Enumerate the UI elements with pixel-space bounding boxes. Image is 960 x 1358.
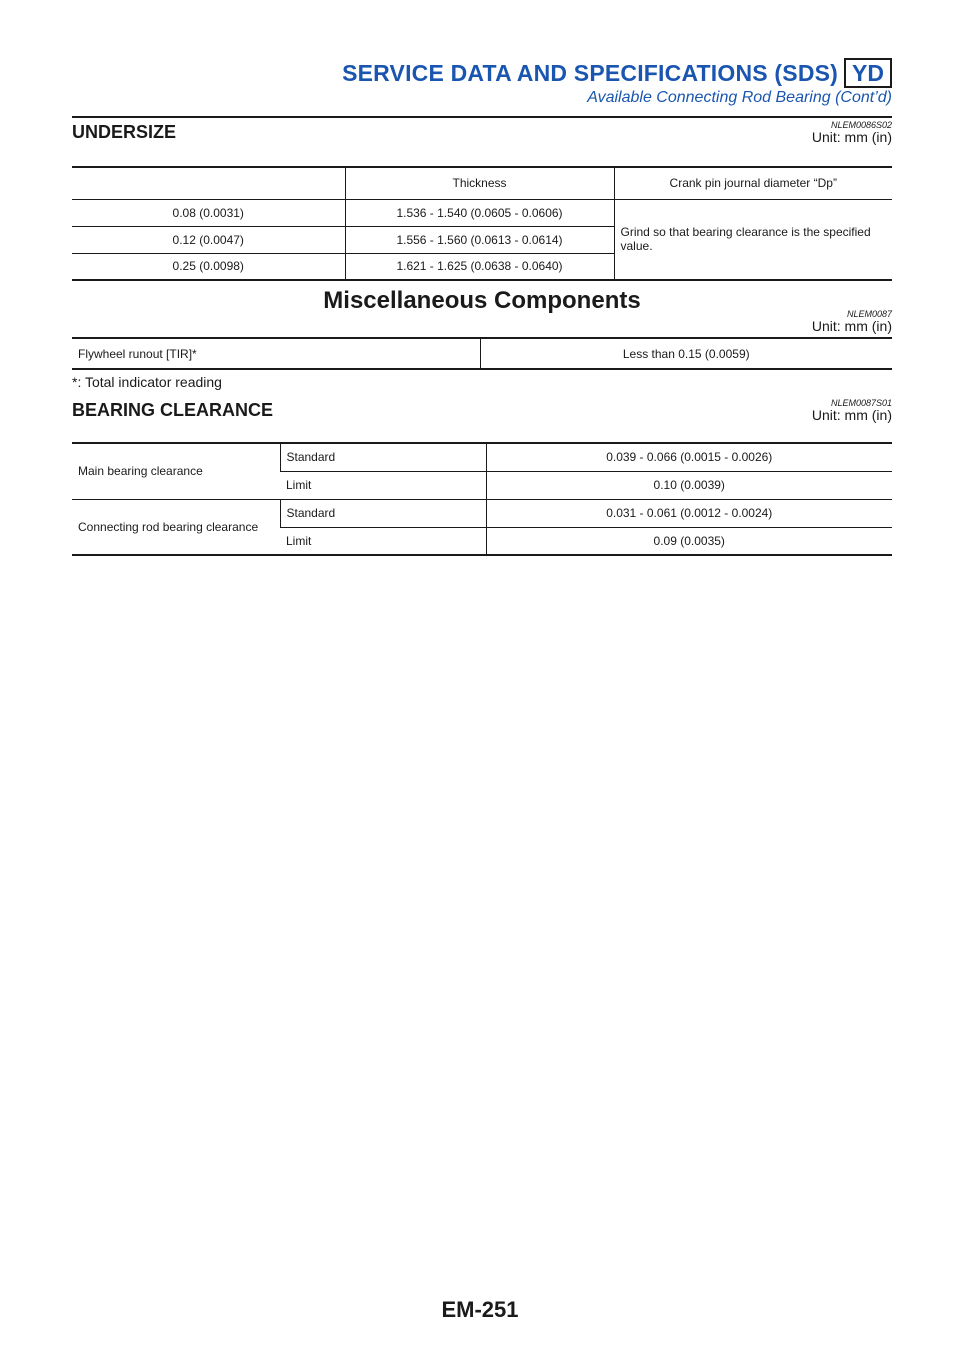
misc-heading (72, 287, 892, 334)
table-cell: Standard (280, 443, 486, 471)
page-number: EM-251 (441, 1297, 519, 1322)
misc-unit: Unit: mm (in) (811, 318, 892, 334)
table-header-row (72, 167, 892, 199)
bearing-code: NLEM0087S01 (830, 398, 892, 408)
table-cell: 1.556 - 1.560 (0.0613 - 0.0614) (345, 226, 614, 253)
misc-title: Miscellaneous Components (323, 287, 641, 314)
table-row (72, 199, 892, 226)
misc-table (72, 337, 892, 370)
footnote: *: Total indicator reading (72, 374, 222, 390)
group-label-cell: Connecting rod bearing clearance (72, 499, 280, 555)
table-row (72, 443, 892, 471)
table-cell: Limit (280, 527, 486, 555)
table-cell: 0.031 - 0.061 (0.0012 - 0.0024) (486, 499, 892, 527)
undersize-heading (72, 120, 892, 145)
table-cell: 0.08 (0.0031) (72, 199, 345, 226)
table-cell: Flywheel runout [TIR]* (72, 338, 480, 369)
undersize-code: NLEM0086S02 (830, 120, 892, 130)
table-cell: Limit (280, 471, 486, 499)
table-cell: 0.12 (0.0047) (72, 226, 345, 253)
table-cell: 1.621 - 1.625 (0.0638 - 0.0640) (345, 253, 614, 280)
table-header-cell: Thickness (345, 167, 614, 199)
undersize-title: UNDERSIZE (72, 122, 177, 142)
engine-badge: YD (844, 58, 892, 88)
table-cell: Standard (280, 499, 486, 527)
header-title: SERVICE DATA AND SPECIFICATIONS (SDS) (342, 59, 839, 86)
table-row (72, 499, 892, 527)
group-label-cell: Main bearing clearance (72, 443, 280, 499)
bearing-unit: Unit: mm (in) (811, 407, 892, 423)
table-cell: 0.25 (0.0098) (72, 253, 345, 280)
header-rule (72, 116, 892, 118)
bearing-table (72, 442, 892, 556)
header-subtitle: Available Connecting Rod Bearing (Cont’d) (587, 89, 892, 106)
page-header (72, 58, 892, 107)
bearing-title: BEARING CLEARANCE (72, 400, 274, 420)
table-cell: 1.536 - 1.540 (0.0605 - 0.0606) (345, 199, 614, 226)
table-cell: 0.039 - 0.066 (0.0015 - 0.0026) (486, 443, 892, 471)
misc-code: NLEM0087 (846, 309, 892, 319)
undersize-table (72, 166, 892, 281)
table-cell: 0.09 (0.0035) (486, 527, 892, 555)
undersize-unit: Unit: mm (in) (811, 129, 892, 145)
bearing-heading (72, 398, 892, 423)
table-header-cell (72, 167, 345, 199)
table-cell: 0.10 (0.0039) (486, 471, 892, 499)
merged-note-cell: Grind so that bearing clearance is the specified value. (614, 199, 892, 280)
table-row (72, 338, 892, 369)
table-header-cell: Crank pin journal diameter “Dp” (614, 167, 892, 199)
table-cell: Less than 0.15 (0.0059) (480, 338, 892, 369)
